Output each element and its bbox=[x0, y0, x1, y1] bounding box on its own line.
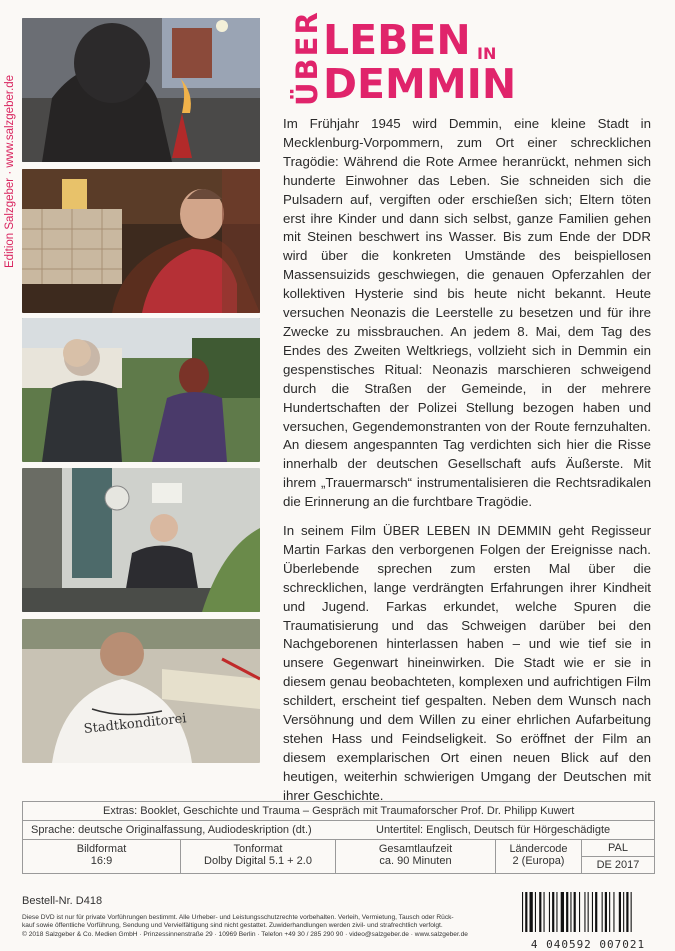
sound-format bbox=[181, 840, 336, 873]
specs-row-extras bbox=[23, 802, 654, 821]
region-code-value: 2 (Europa) bbox=[512, 855, 565, 867]
system-info bbox=[582, 840, 654, 873]
order-number: Bestell-Nr. D418 bbox=[22, 895, 103, 907]
pal-label: PAL bbox=[582, 840, 654, 857]
extras-text: Extras: Booklet, Geschichte und Trauma – Gespräch mit Traumaforscher Prof. Dr. Philipp Kuwert bbox=[103, 805, 575, 817]
legal-line-3: © 2018 Salzgeber & Co. Medien GmbH · Prinzessinnenstraße 29 · 10969 Berlin · Telefon +49 30 / 285 290 90 · video@salzgeber.de · www.salzgeber.de bbox=[22, 930, 468, 938]
sound-format-value: Dolby Digital 5.1 + 2.0 bbox=[204, 855, 312, 867]
legal-line-1: Diese DVD ist nur für private Vorführungen bestimmt. Alle Urheber- und Leistungsschutzrechte vorbehalten. Verleih, Vermietung, Tausch oder Rück- bbox=[22, 914, 454, 921]
film-still-1 bbox=[22, 18, 260, 162]
film-still-4 bbox=[22, 468, 260, 612]
language-text: Sprache: deutsche Originalfassung, Audiodeskription (dt.) bbox=[31, 824, 312, 836]
runtime-label: Gesamtlaufzeit bbox=[378, 843, 453, 855]
film-still-2 bbox=[22, 169, 260, 313]
legal-line-2: kauf sowie öffentliche Vorführung, Sendung und Vervielfältigung sind nicht gestattet. Zuwiderhandlungen werden zivil- und strafrechtlich verfolgt. bbox=[22, 922, 443, 930]
barcode-number: 4 040592 007021 bbox=[530, 938, 646, 951]
film-title bbox=[290, 10, 670, 108]
svg-text:Stadtkonditorei: Stadtkonditorei bbox=[83, 711, 188, 737]
picture-format-value: 16:9 bbox=[90, 855, 113, 867]
picture-format bbox=[23, 840, 181, 873]
publisher-side-text: Edition Salzgeber · www.salzgeber.de bbox=[4, 74, 16, 268]
barcode bbox=[518, 892, 658, 951]
region-code bbox=[496, 840, 582, 873]
barcode-bars bbox=[518, 892, 658, 932]
specs-row-format bbox=[23, 840, 654, 873]
title-uber: ÜBER bbox=[290, 10, 324, 106]
specs-table bbox=[22, 801, 655, 874]
sound-format-label: Tonformat bbox=[233, 843, 283, 855]
title-leben: LEBEN bbox=[323, 16, 471, 64]
subtitles-text: Untertitel: Englisch, Deutsch für Hörgeschädigte bbox=[376, 824, 611, 836]
region-code-label: Ländercode bbox=[509, 843, 568, 855]
synopsis-paragraph-1: Im Frühjahr 1945 wird Demmin, eine kleine Stadt in Mecklenburg-Vorpommern, zum Ort einer schrecklichen Tragödie: Während die Rote Armee heranrückt, nehmen sich hunderte Einwohner das Leben. Sie schneiden sich die Pulsadern auf, vergiften oder erschießen sich; Eltern töten erst ihre Kinder und dann sich selbst, ganze Familien gehen mit Steinen beschwert ins Wasser. Bis zum Ende der DDR wird über die konkreten Umstände des beispiellosen Massensuizids geschwiegen, die genauen Opferzahlen der kollektiven Hysterie sind bis heute nicht bekannt. Heute versuchen Neonazis die Leerstelle zu besetzen und für ihre Zwecke zu missbrauchen. An jedem 8. Mai, dem Tag des Endes des Zweiten Weltkriegs, vollzieht sich in Demmin ein gespenstisches Ritual: Neonazis marschieren schweigend durch die Straßen der Gemeinde, in der mehrere Hundertschaften der Polizei Stellung bezogen haben und versuchen, Gegendemonstranten von der Route fernzuhalten. An diesem angespannten Tag verdichten sich hier die Risse innerhalb der deutschen Gesellschaft aufs Äußerste. Mit ihrem „Trauermarsch“ instrumentalisieren die Rechtsradikalen die Erinnerung an die furchtbare Tragödie. bbox=[283, 116, 651, 510]
specs-row-language bbox=[23, 821, 654, 840]
title-demmin: DEMMIN bbox=[323, 60, 517, 108]
synopsis-paragraph-2: In seinem Film ÜBER LEBEN IN DEMMIN geht Regisseur Martin Farkas den verborgenen Folgen der Ereignisse nach. Überlebende sprechen zum ersten Mal über die schrecklichen, lange verdrängten Erfahrungen ihrer Kindheit und Jugend. Farkas erkundet, welche Spuren die Traumatisierung und das Schweigen darüber bei den Nachgeborenen hinterlassen haben – und wie tief sie in unsere Gegenwart hineinwirken. Die Stadt wie er sie in diesem genau beobachteten, komplexen und aufrichtigen Film schildert, erscheint tief gespalten. Neben dem Wunsch nach Versöhnung und dem Willen zu einer ehrlichen Aufarbeitung stehen Hass und Feindseligkeit. So eröffnet der Film an diesem exemplarischen Ort einen neuen Blick auf den heutigen, weiterhin schwierigen Umgang der Deutschen mit ihrer Geschichte. bbox=[283, 523, 651, 803]
film-still-3 bbox=[22, 318, 260, 462]
film-still-5 bbox=[22, 619, 260, 763]
synopsis bbox=[283, 115, 651, 816]
runtime-value: ca. 90 Minuten bbox=[379, 855, 452, 867]
runtime bbox=[336, 840, 496, 873]
picture-format-label: Bildformat bbox=[76, 843, 127, 855]
country-year: DE 2017 bbox=[596, 859, 640, 871]
title-in: IN bbox=[477, 44, 497, 63]
